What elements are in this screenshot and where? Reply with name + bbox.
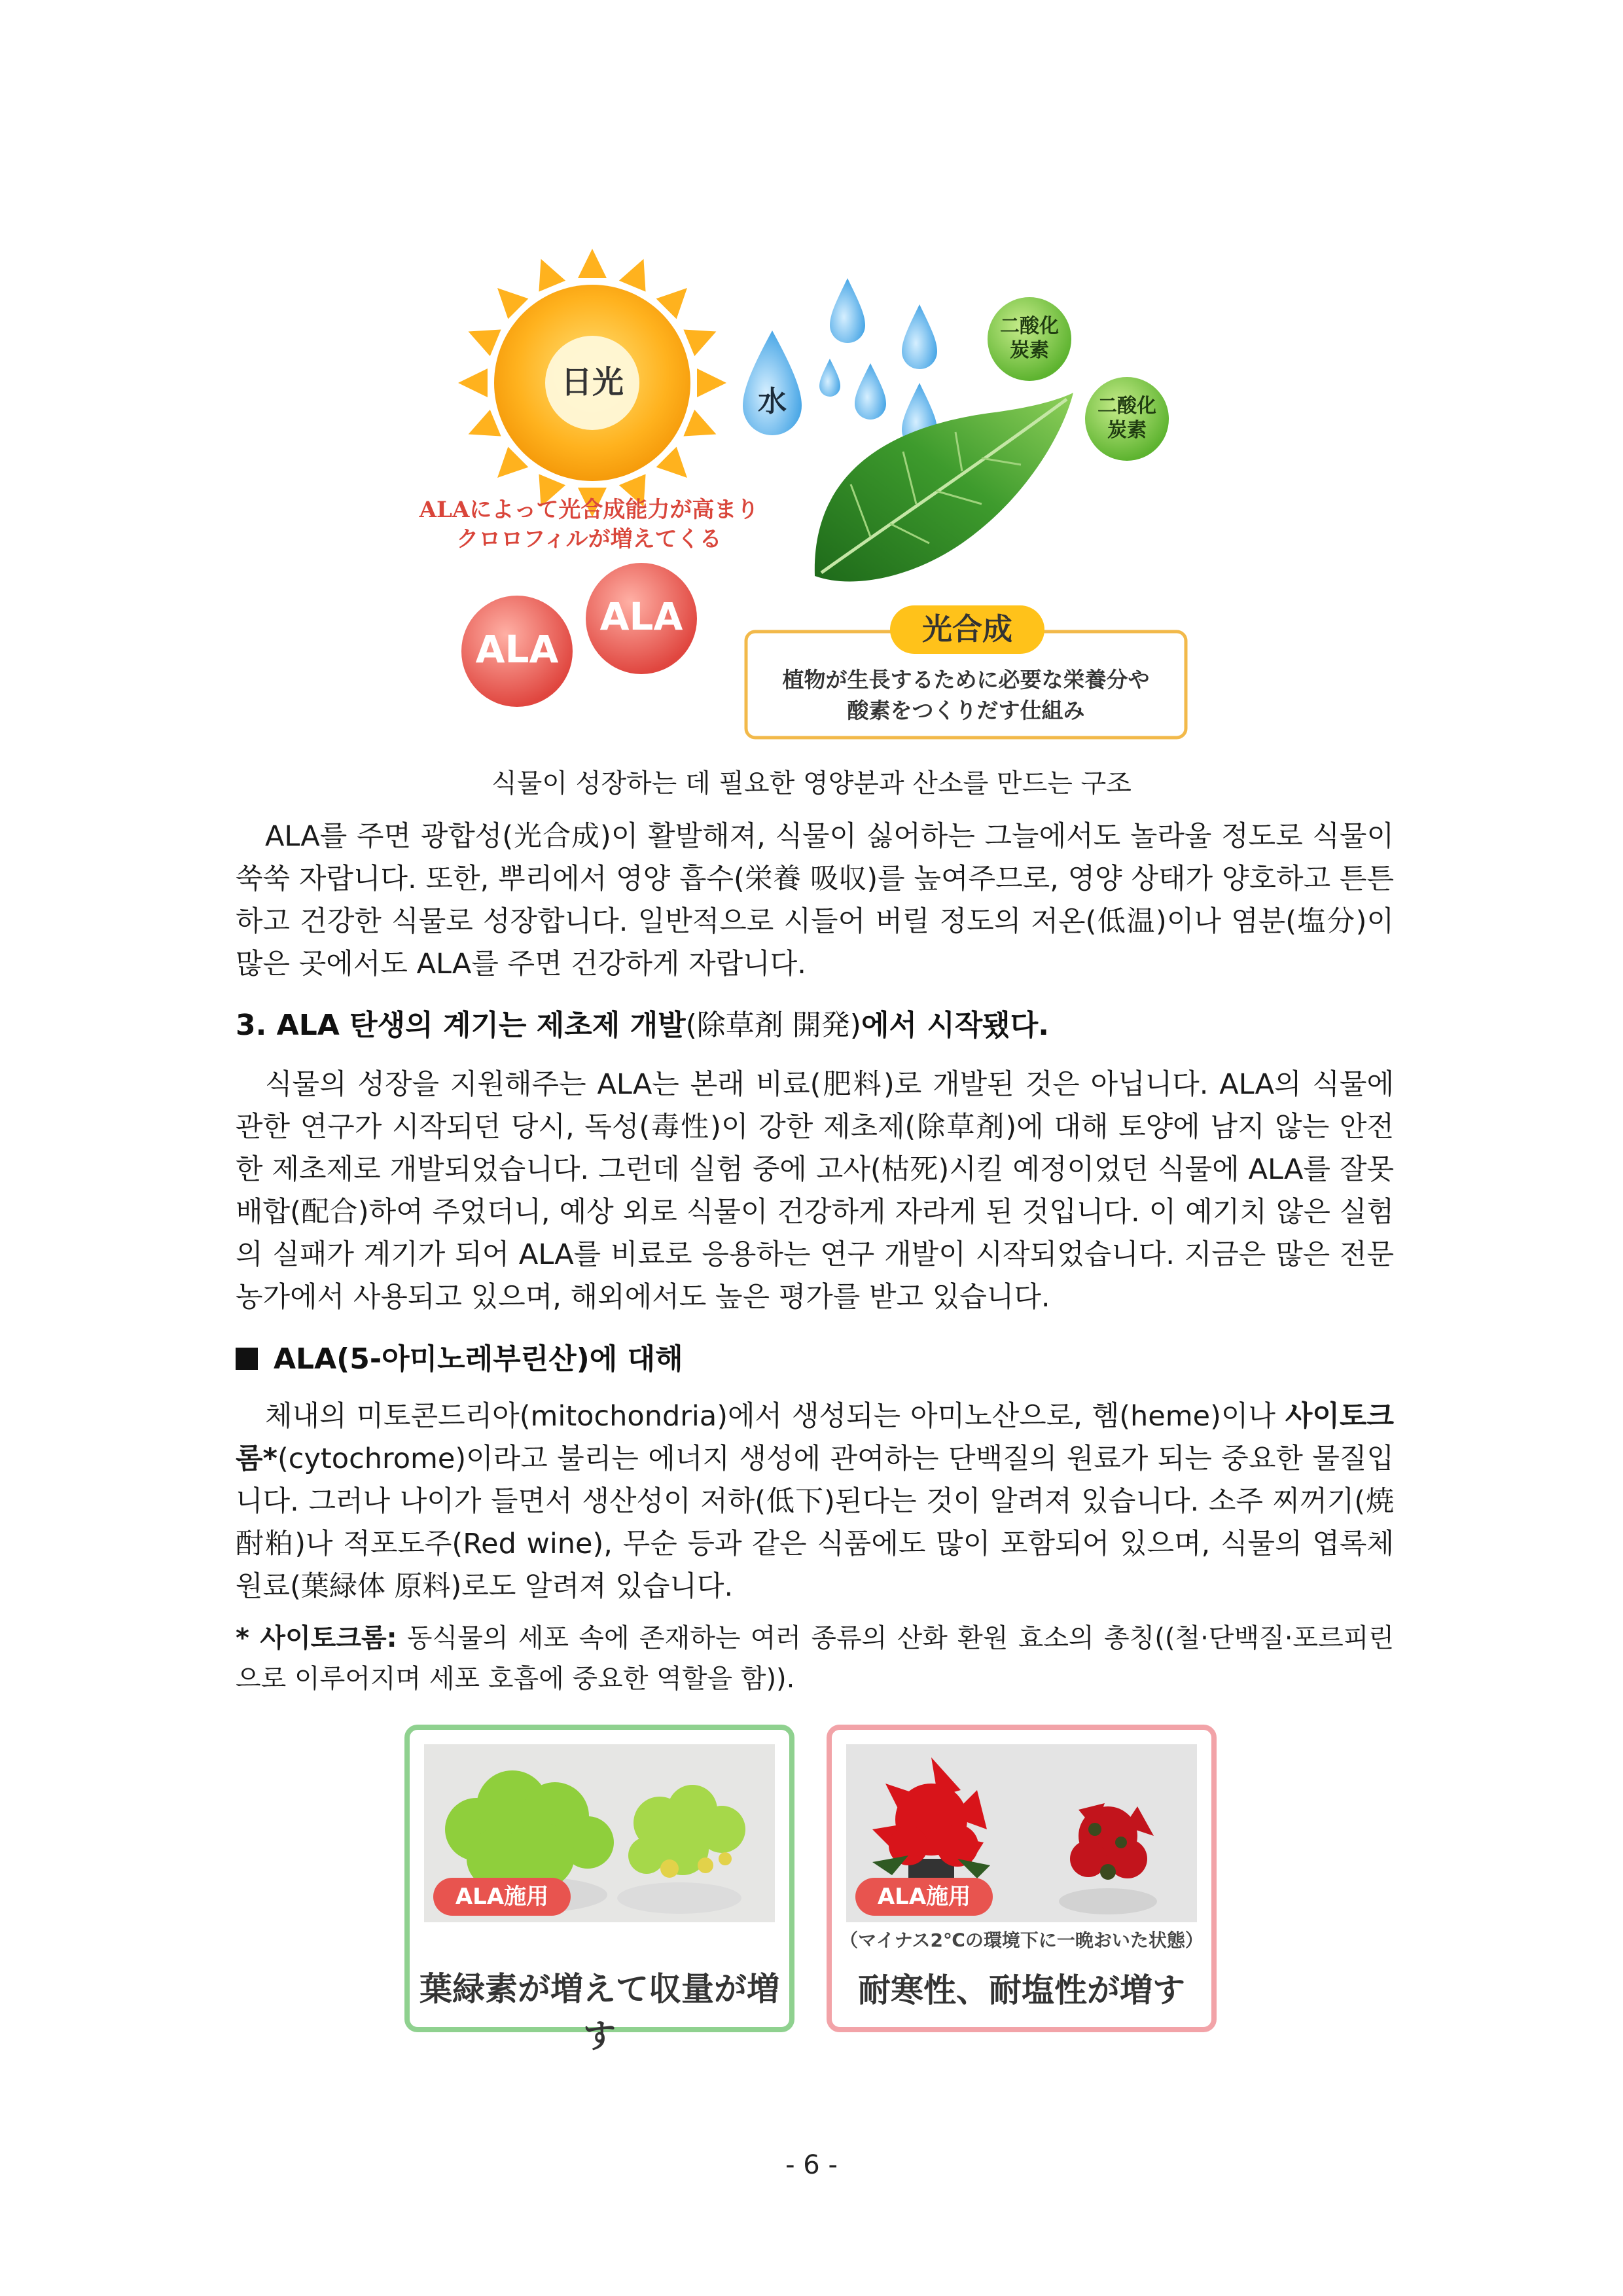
leaf-icon [815, 393, 1073, 581]
ala-effect-line-1: ALAによって光合成能力が高まり [419, 497, 759, 523]
ala-applied-badge: ALA施用 [433, 1878, 571, 1916]
water-drop-icon [743, 278, 937, 448]
ala-ball-label-1: ALA [475, 627, 559, 672]
plant-photo-seedlings [424, 1744, 775, 1922]
cytochrome-term: 사이토크롬* [236, 1400, 1394, 1475]
photosynthesis-desc-2: 酸素をつくりだす仕組み [847, 698, 1085, 723]
sun-label: 日光 [560, 364, 624, 401]
co2-label-1b: 炭素 [1010, 339, 1049, 362]
section-3-heading-bold-2: 에서 시작됐다. [861, 1009, 1049, 1042]
footnote [236, 1618, 1394, 1699]
section-3-heading-bold-1: 3. ALA 탄생의 계기는 제초제 개발 [236, 1009, 686, 1042]
co2-label-2b: 炭素 [1107, 419, 1147, 442]
photosynthesis-title: 光合成 [922, 611, 1012, 647]
panel-cold-resistance [827, 1725, 1217, 2032]
section-ala-body [236, 1395, 1394, 1608]
panel-cold-title: 耐寒性、耐塩性が増す [858, 1971, 1185, 2009]
footnote-label: * 사이토크롬: [236, 1623, 397, 1653]
paragraph-intro: ALA를 주면 광합성(光合成)이 활발해져, 식물이 싫어하는 그늘에서도 놀라울 정도로 식물이 쑥쑥 자랍니다. 또한, 뿌리에서 영양 흡수(栄養 吸収)를 높여주므로, 영양 상태가 양호하고 튼튼하고 건강한 식물로 성장합니다. 일반적으로 시들어 버릴 정도의 저온(低温)이나 염분(塩分)이 많은 곳에서도 ALA를 주면 건강하게 자랍니다. [236, 820, 1394, 980]
section-3-heading-normal: (除草剤 開発) [685, 1009, 861, 1042]
section-ala-heading-text: ALA(5-아미노레부린산)에 대해 [274, 1342, 683, 1376]
footnote-text: 동식물의 세포 속에 존재하는 여러 종류의 산화 환원 효소의 총칭((철·단백질·포르피린으로 이루어지며 세포 호흡에 중요한 역할을 함)). [236, 1623, 1394, 1694]
co2-label-2a: 二酸化 [1097, 395, 1156, 418]
page-number: - 6 - [785, 2150, 838, 2180]
figure-caption: 식물이 성장하는 데 필요한 영양분과 산소를 만드는 구조 [491, 768, 1132, 798]
section-3-body: 식물의 성장을 지원해주는 ALA는 본래 비료(肥料)로 개발된 것은 아닙니다. ALA의 식물에 관한 연구가 시작되던 당시, 독성(毒性)이 강한 제초제(除草剤)에 대해 토양에 남지 않는 안전한 제초제로 개발되었습니다. 그런데 실험 중에 고사(枯死)시킬 예정이었던 식물에 ALA를 잘못 배합(配合)하여 주었더니, 예상 외로 식물이 건강하게 자라게 된 것입니다. 이 예기치 않은 실험의 실패가 계기가 되어 ALA를 비료로 응용하는 연구 개발이 시작되었습니다. 지금은 많은 전문 농가에서 사용되고 있으며, 해외에서도 높은 평가를 받고 있습니다. [236, 1068, 1394, 1314]
section-ala-heading [236, 1335, 1394, 1377]
section-ala-body-part1: 체내의 미토콘드리아(mitochondria)에서 생성되는 아미노산으로, 헴(heme)이나 [265, 1400, 1285, 1433]
co2-label-1a: 二酸化 [1000, 315, 1059, 338]
panel-yield-title: 葉緑素が増えて収量が増す [419, 1970, 779, 2055]
square-bullet-icon [236, 1348, 258, 1370]
photosynthesis-desc-1: 植物が生長するために必要な栄養分や [782, 667, 1150, 692]
ala-applied-badge: ALA施用 [855, 1878, 993, 1916]
panel-yield [404, 1725, 794, 2055]
water-label: 水 [758, 385, 787, 418]
ala-effect-line-2: クロロフィルが増えてくる [456, 526, 722, 552]
ala-ball-label-2: ALA [599, 594, 683, 639]
section-ala-body-part2: (cytochrome)이라고 불리는 에너지 생성에 관여하는 단백질의 원료가 되는 중요한 물질입니다. 그러나 나이가 들면서 생산성이 저하(低下)된다는 것이 알려져 있습니다. 소주 찌꺼기(焼酎粕)나 적포도주(Red wine), 무순 등과 같은 식품에도 많이 포함되어 있으며, 식물의 엽록체 원료(葉緑体 原料)로도 알려져 있습니다. [236, 1443, 1394, 1603]
plant-photo-poinsettia [846, 1744, 1197, 1922]
panel-cold-subtitle: （マイナス2℃の環境下に一晩おいた状態） [840, 1929, 1204, 1951]
photosynthesis-illustration [0, 0, 1623, 812]
section-3-heading [236, 1001, 1394, 1043]
